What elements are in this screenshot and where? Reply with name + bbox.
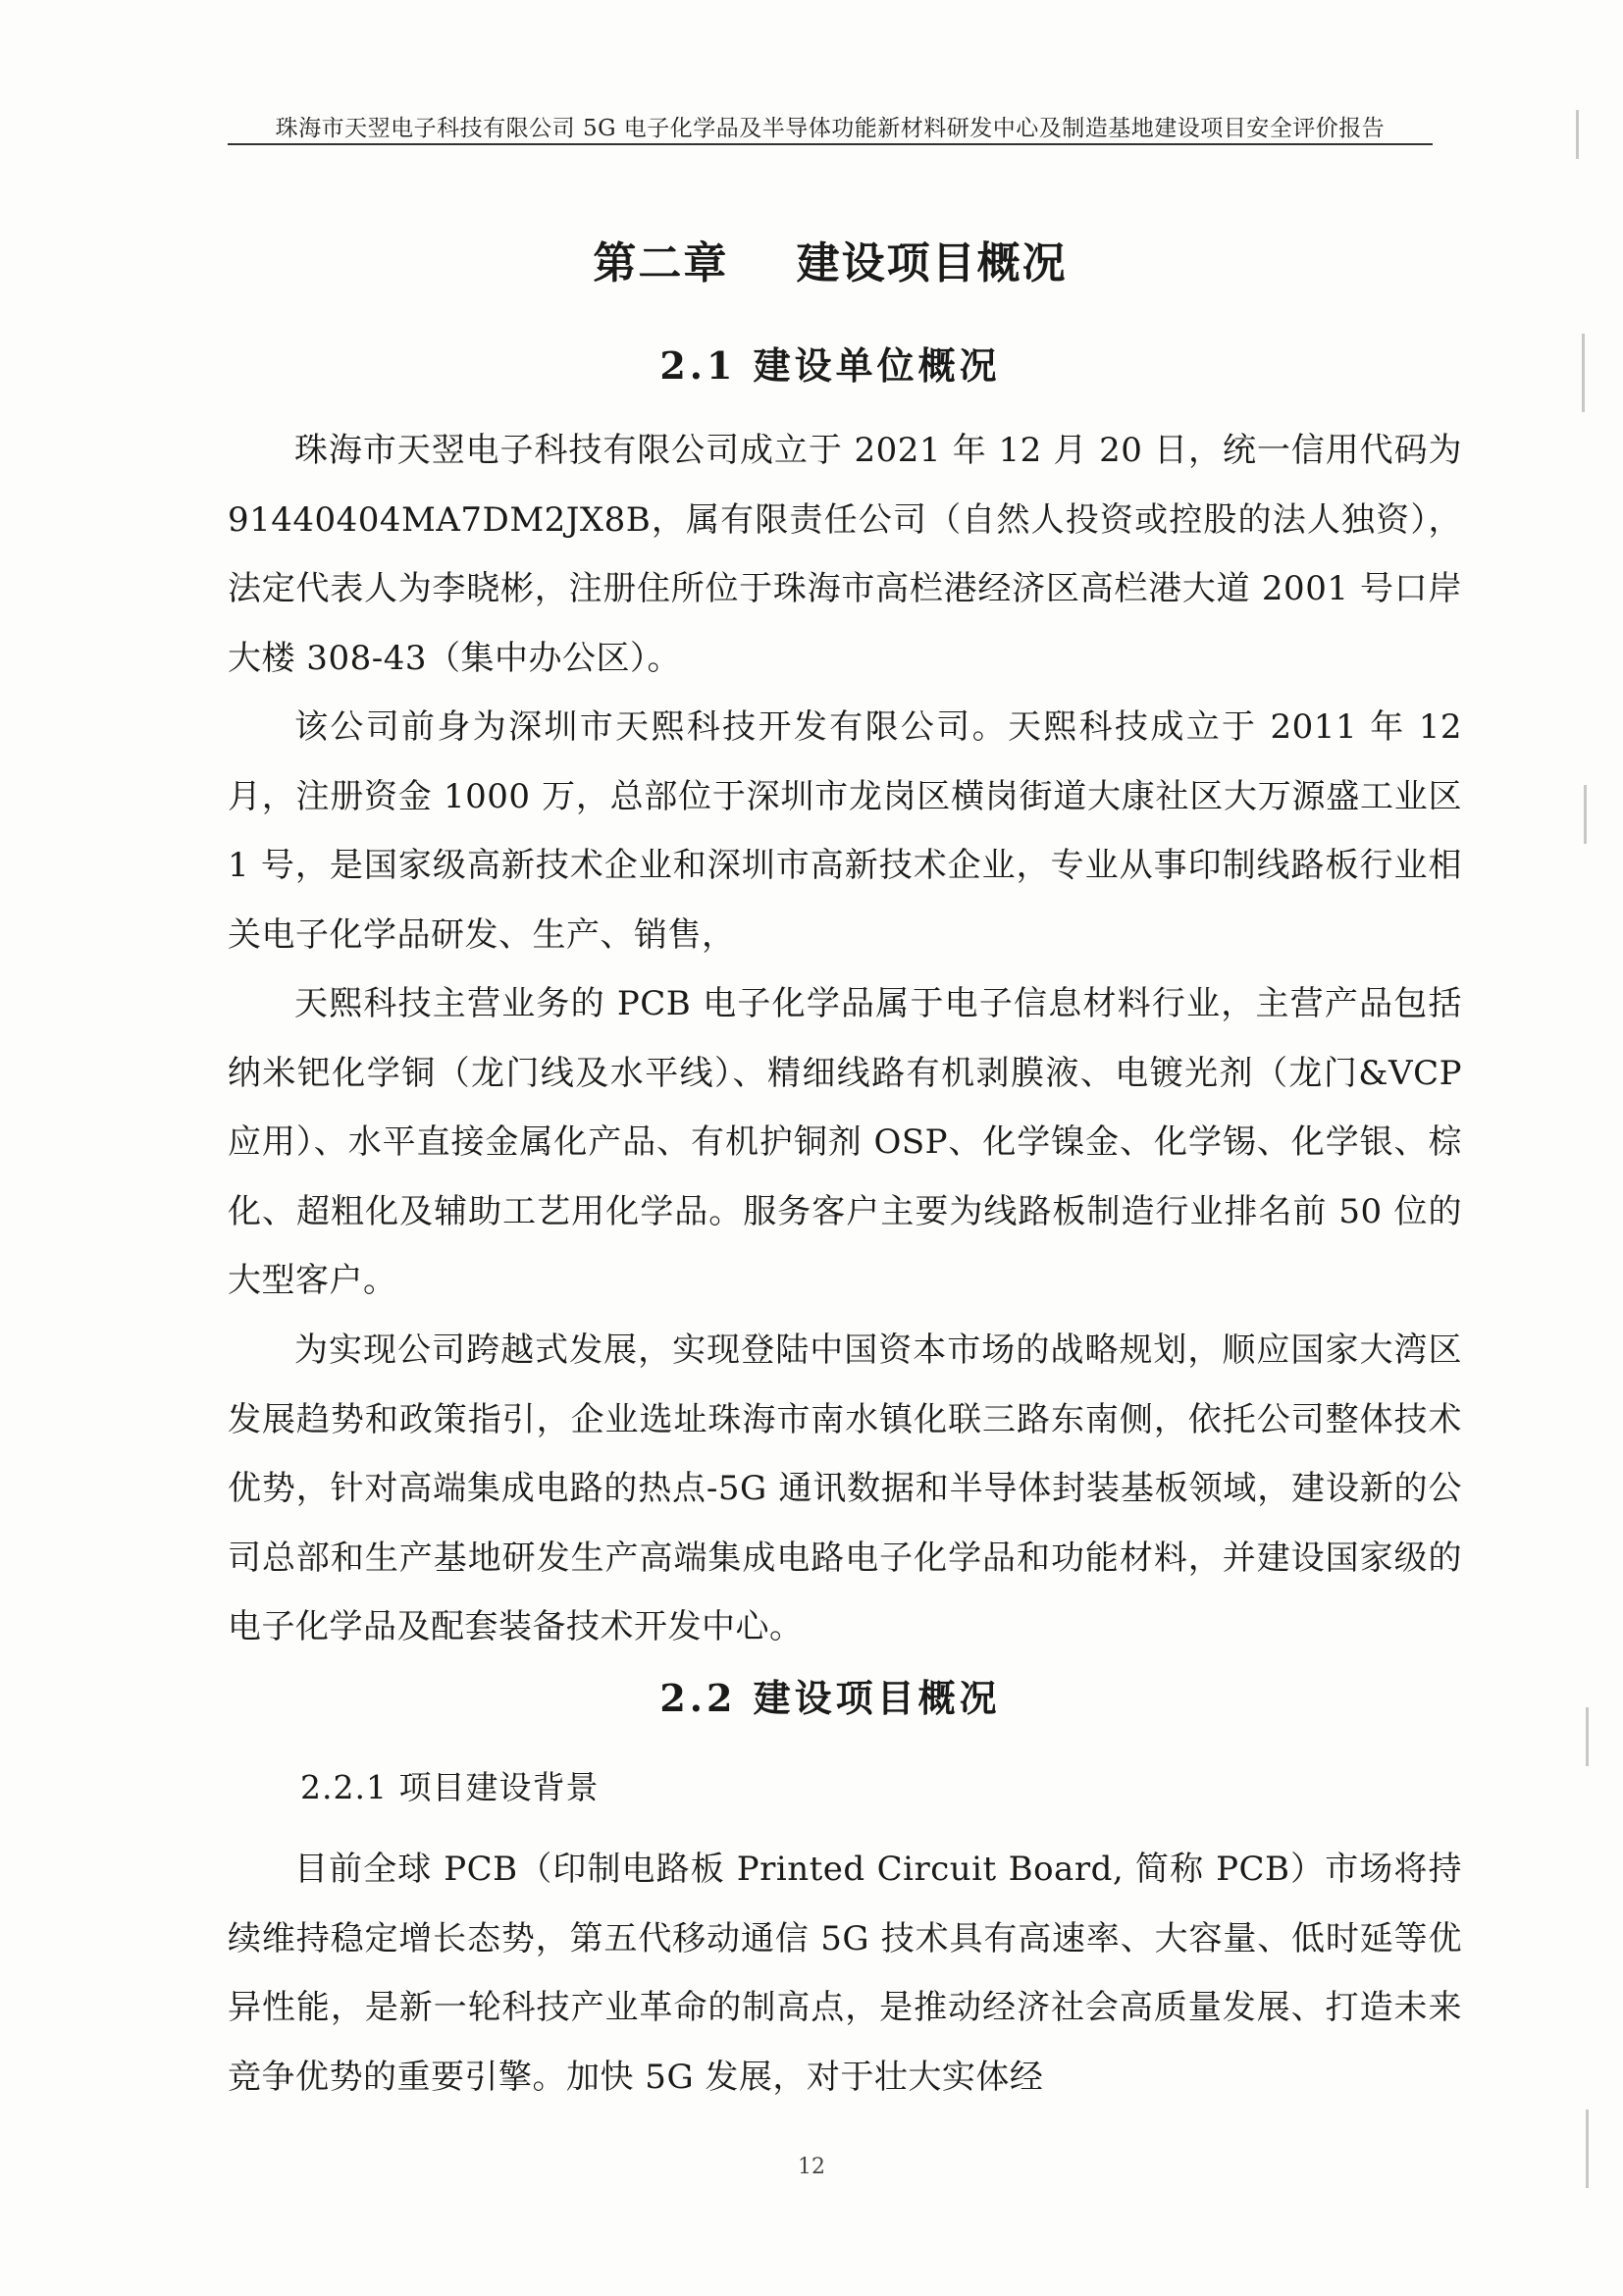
paragraph-project-background: 目前全球 PCB（印制电路板 Printed Circuit Board, 简称 PCB）市场将持续维持稳定增长态势，第五代移动通信 5G 技术具有高速率、大容量、低时延等优异性能，是新一轮科技产业革命的制高点，是推动经济社会高质量发展、打造未来竞争优势的重要引擎。加快 5G 发展，对于壮大实体经 — [228, 1850, 1462, 2097]
chapter-title: 第二章 建设项目概况 — [593, 238, 1068, 288]
paragraph-predecessor: 该公司前身为深圳市天熙科技开发有限公司。天熙科技成立于 2011 年 12 月，注册资金 1000 万，总部位于深圳市龙岗区横岗街道大康社区大万源盛工业区 1 号，是国家级高新技术企业和深圳市高新技术企业，专业从事印制线路板行业相关电子化学品研发、生产、销售， — [228, 707, 1462, 955]
section-title-2-2: 2.2 建设项目概况 — [659, 1676, 1001, 1720]
running-header: 珠海市天翌电子科技有限公司 5G 电子化学品及半导体功能新材料研发中心及制造基地建设项目安全评价报告 — [275, 116, 1386, 141]
page-number: 12 — [798, 2155, 825, 2179]
paragraph-main-business: 天熙科技主营业务的 PCB 电子化学品属于电子信息材料行业，主营产品包括纳米钯化学铜（龙门线及水平线）、精细线路有机剥膜液、电镀光剂（龙门&VCP 应用）、水平直接金属化产品、有机护铜剂 OSP、化学镍金、化学锡、化学银、棕化、超粗化及辅助工艺用化学品。服务客户主要为线路板制造行业排名前 50 位的大型客户。 — [228, 984, 1462, 1300]
paragraph-development-plan: 为实现公司跨越式发展，实现登陆中国资本市场的战略规划，顺应国家大湾区发展趋势和政策指引，企业选址珠海市南水镇化联三路东南侧，依托公司整体技术优势，针对高端集成电路的热点-5G 通讯数据和半导体封装基板领域，建设新的公司总部和生产基地研发生产高端集成电路电子化学品和功能材料，并建设国家级的电子化学品及配套装备技术开发中心。 — [228, 1331, 1462, 1646]
scan-artifact — [1586, 1707, 1589, 1766]
header-rule — [228, 143, 1433, 145]
section-title-2-1: 2.1 建设单位概况 — [659, 343, 1001, 388]
subsection-title-2-2-1: 2.2.1 项目建设背景 — [300, 1768, 600, 1806]
scan-artifact — [1582, 334, 1585, 412]
scan-artifact — [1584, 785, 1587, 844]
scan-artifact — [1576, 110, 1579, 159]
paragraph-company-profile: 珠海市天翌电子科技有限公司成立于 2021 年 12 月 20 日，统一信用代码为 91440404MA7DM2JX8B，属有限责任公司（自然人投资或控股的法人独资），法定代表人为李晓彬，注册住所位于珠海市高栏港经济区高栏港大道 2001 号口岸大楼 308-43（集中办公区）。 — [228, 431, 1462, 678]
scan-artifact — [1586, 2110, 1589, 2188]
